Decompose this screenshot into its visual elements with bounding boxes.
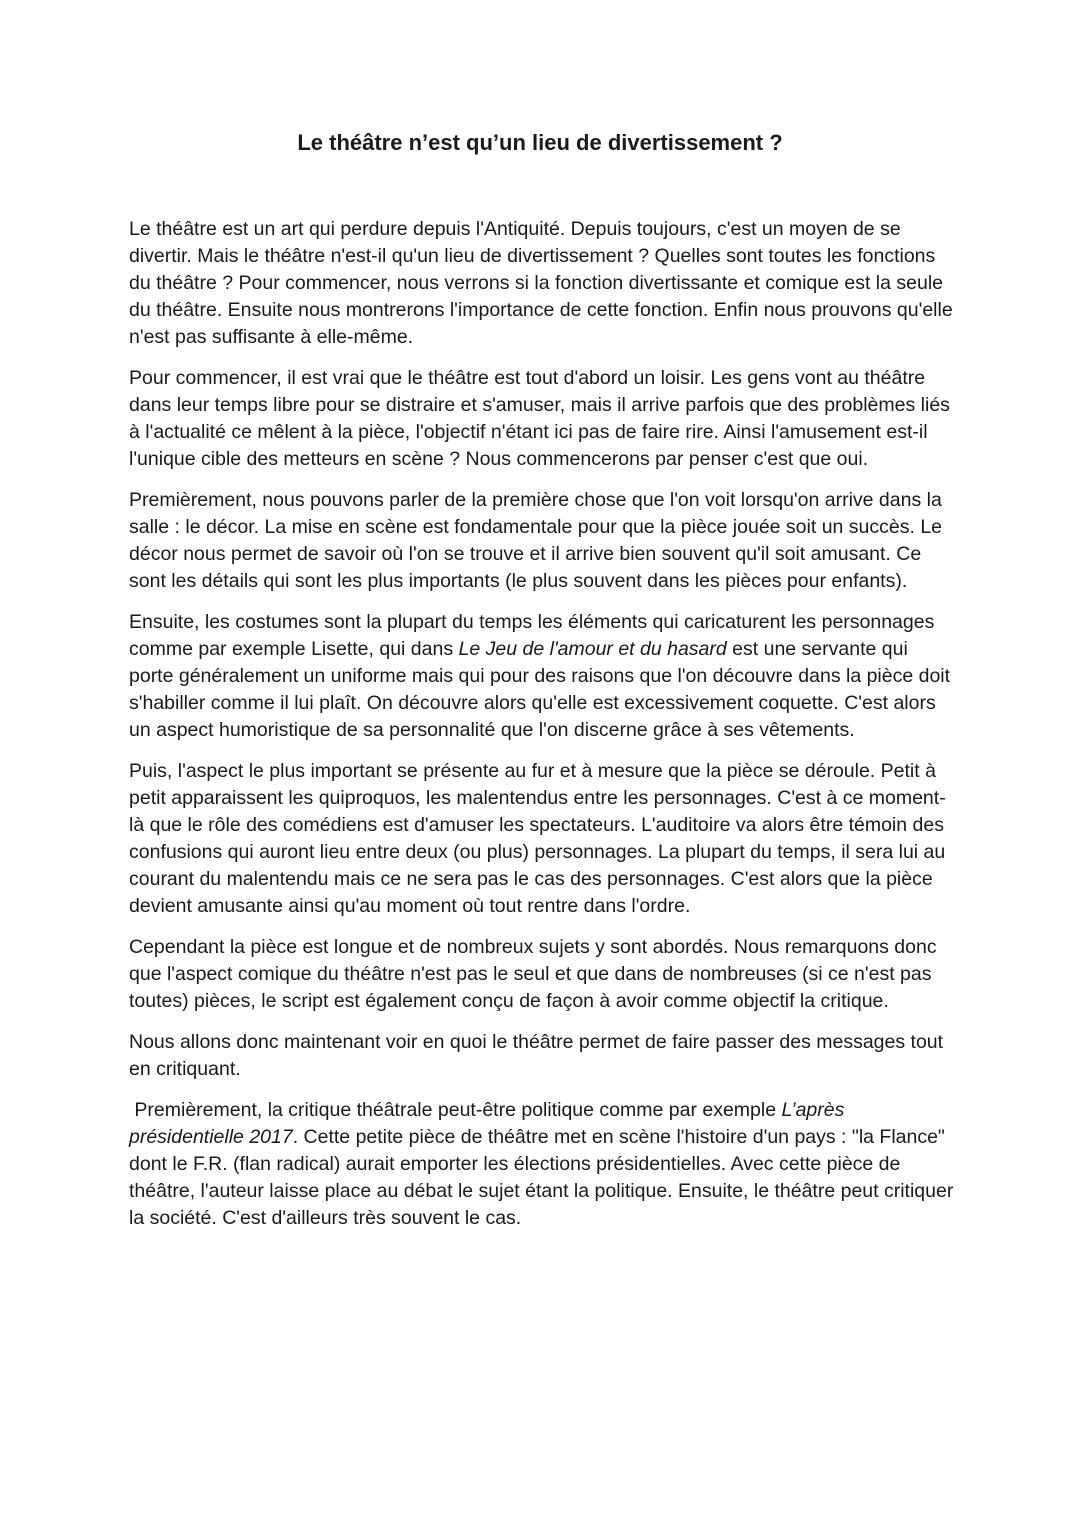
paragraph-transition: Cependant la pièce est longue et de nombreux sujets y sont abordés. Nous remarquons donc que l'aspect comique du théâtre n'est pas le seul et que dans de nombreuses (si ce n'est pas toutes) pièces, le script est également conçu de façon à avoir comme objectif la critique. [129,936,937,1012]
paragraph-quiproquos: Puis, l'aspect le plus important se présente au fur et à mesure que la pièce se déroule. Petit à petit apparaissent les quiproquos, les malentendus entre les personnages. C'est à ce moment-là que le rôle des comédiens est d'amuser les spectateurs. L'auditoire va alors être témoin des confusions qui auront lieu entre deux (ou plus) personnages. La plupart du temps, il sera lui au courant du malentendu mais ce ne sera pas le cas des personnages. C'est alors que la pièce devient amusante ainsi qu'au moment où tout rentre dans l'ordre. [129,760,946,917]
document-title: Le théâtre n’est qu’un lieu de divertissement ? [297,130,783,155]
paragraph-politique [129,1097,957,1232]
play-title-jeu-amour-hasard: Le Jeu de l'amour et du hasard [458,638,727,660]
paragraph-politique-after: . Cette petite pièce de théâtre met en scène l'histoire d'un pays : "la Flance" dont le F.R. (flan radical) aurait emporter les élections présidentielles. Avec cette pièce de théâtre, l'auteur laisse place au débat le sujet étant la politique. Ensuite, le théâtre peut critiquer la société. C'est d'ailleurs très souvent le cas. [129,1126,954,1229]
paragraph-decor: Premièrement, nous pouvons parler de la première chose que l'on voit lorsqu'on arrive dans la salle : le décor. La mise en scène est fondamentale pour que la pièce jouée soit un succès. Le décor nous permet de savoir où l'on se trouve et il arrive bien souvent qu'il soit amusant. Ce sont les détails qui sont les plus importants (le plus souvent dans les pièces pour enfants). [129,489,943,592]
paragraph-costumes-after: est une servante qui porte généralement un uniforme mais qui pour des raisons que l'on découvre dans la pièce doit s'habiller comme il lui plaît. On découvre alors qu'elle est excessivement coquette. C'est alors un aspect humoristique de sa personnalité que l'on discerne grâce à ses vêtements. [129,638,951,741]
paragraph-politique-before: Premièrement, la critique théâtrale peut-être politique comme par exemple [129,1099,782,1121]
paragraph-messages: Nous allons donc maintenant voir en quoi le théâtre permet de faire passer des messages tout en critiquant. [129,1031,944,1080]
paragraph-costumes-before: Ensuite, les costumes sont la plupart du temps les éléments qui caricaturent les personnages comme par exemple Lisette, qui dans [129,611,935,660]
document-body [129,216,957,1246]
play-title-apres-presidentielle: L’après présidentielle 2017 [129,1099,845,1148]
paragraph-costumes [129,609,957,744]
paragraph-intro: Le théâtre est un art qui perdure depuis l'Antiquité. Depuis toujours, c'est un moyen de se divertir. Mais le théâtre n'est-il qu'un lieu de divertissement ? Quelles sont toutes les fonctions du théâtre ? Pour commencer, nous verrons si la fonction divertissante et comique est la seule du théâtre. Ensuite nous montrerons l'importance de cette fonction. Enfin nous prouvons qu'elle n'est pas suffisante à elle-même. [129,218,953,348]
paragraph-loisir: Pour commencer, il est vrai que le théâtre est tout d'abord un loisir. Les gens vont au théâtre dans leur temps libre pour se distraire et s'amuser, mais il arrive parfois que des problèmes liés à l'actualité ce mêlent à la pièce, l'objectif n'étant ici pas de faire rire. Ainsi l'amusement est-il l'unique cible des metteurs en scène ? Nous commencerons par penser c'est que oui. [129,367,950,470]
